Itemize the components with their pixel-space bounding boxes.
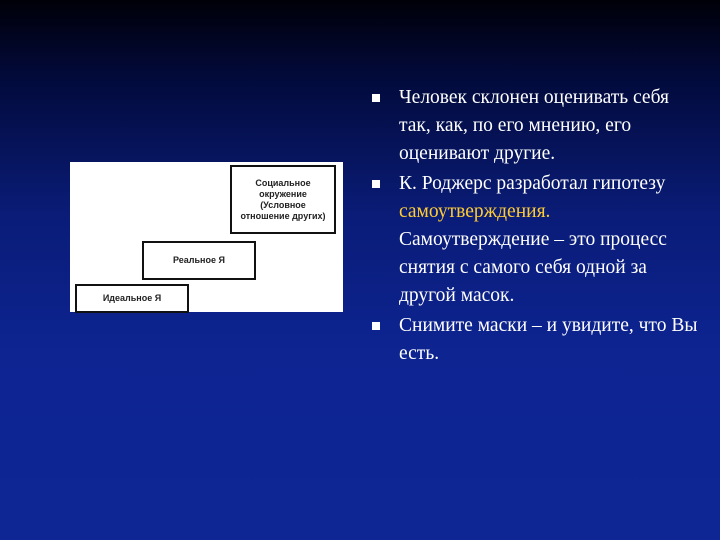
bullet-accent-text: самоутверждения. <box>399 201 551 222</box>
bullet-text-pre: К. Роджерс разработал гипотезу <box>399 173 666 194</box>
bullet-list <box>370 84 700 370</box>
ideal-self-box <box>75 284 189 313</box>
real-self-box <box>142 241 256 280</box>
bullet-text: Снимите маски – и увидите, что Вы есть. <box>399 315 698 364</box>
social-environment-box <box>230 165 336 234</box>
ideal-self-label: Идеальное Я <box>102 293 162 303</box>
bullet-text: Человек склонен оценивать себя так, как, по его мнению, его оценивают другие. <box>399 87 669 164</box>
square-bullet-icon <box>372 180 380 188</box>
bullet-item <box>370 170 700 310</box>
bullet-text-post: Самоутверждение – это процесс снятия с самого себя одной за другой масок. <box>399 229 667 306</box>
square-bullet-icon <box>372 322 380 330</box>
self-concept-figure <box>70 162 343 312</box>
square-bullet-icon <box>372 94 380 102</box>
social-environment-label: Социальное окружение (Условное отношение других) <box>240 177 326 221</box>
bullet-item <box>370 84 700 168</box>
bullet-item <box>370 312 700 368</box>
real-self-label: Реальное Я <box>173 255 225 265</box>
